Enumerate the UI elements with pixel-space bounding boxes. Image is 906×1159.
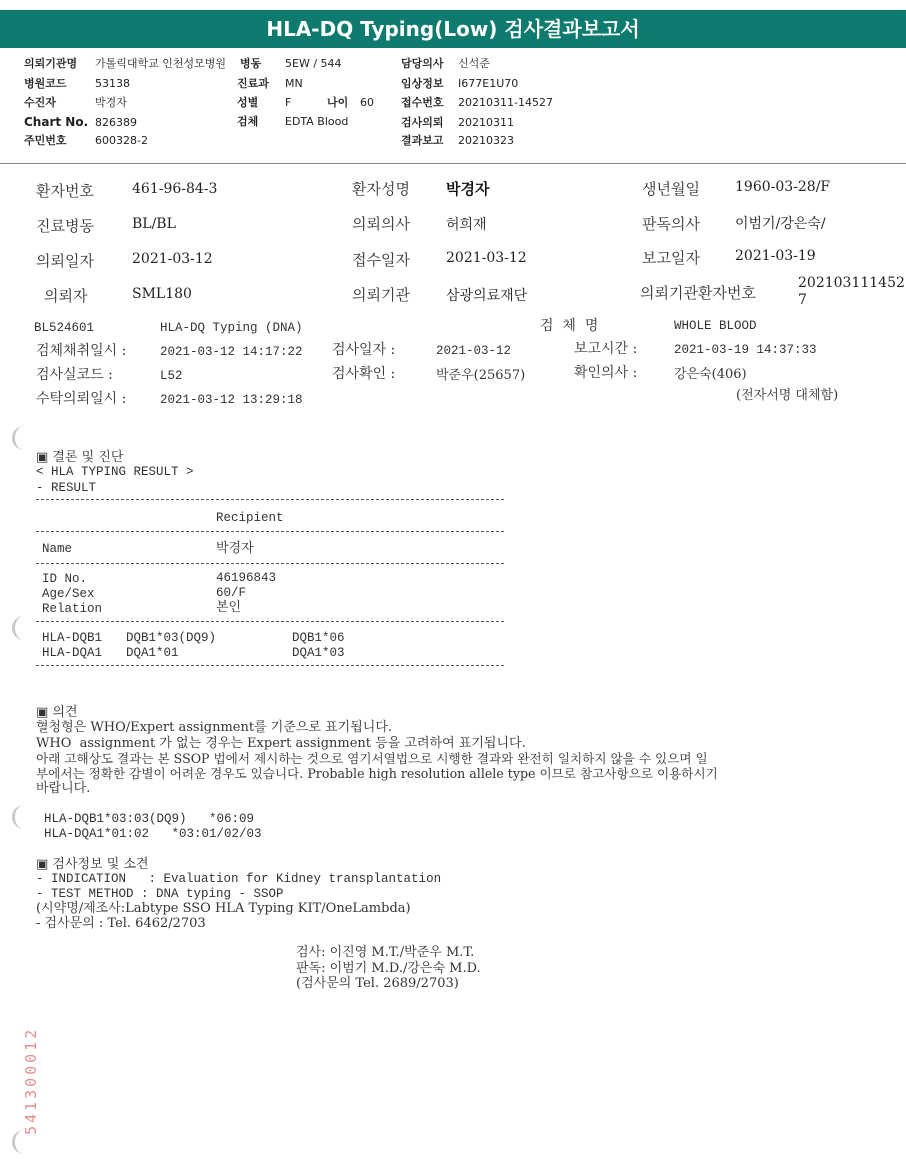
- dept-value: MN: [285, 77, 303, 90]
- collect-value: 2021-03-12 14:17:22: [160, 345, 303, 359]
- name-label: Name: [42, 542, 73, 556]
- verify-label: 확인의사 :: [574, 365, 638, 381]
- dob-label: 생년월일: [642, 180, 700, 198]
- info-heading: ▣ 검사정보 및 소견: [36, 857, 149, 872]
- reqorg-label: 의뢰기관: [352, 286, 410, 304]
- binder-ring-3: [12, 805, 31, 829]
- report-title: HLA-DQ Typing(Low) 검사결과보고서: [0, 10, 906, 48]
- divider-line: [36, 563, 504, 564]
- orgpid-value-1: 202103111452: [798, 275, 905, 291]
- patient-name-value: 박경자: [446, 180, 490, 198]
- reqdoc-label: 의뢰의사: [352, 215, 410, 233]
- vertical-barcode-number: 541300012: [22, 1026, 40, 1135]
- id-value: 46196843: [216, 571, 277, 585]
- verify-value: 강은숙(406): [674, 367, 747, 382]
- signature-line-2: 판독: 이범기 M.D./강은숙 M.D.: [296, 961, 481, 976]
- readdoc-label: 판독의사: [642, 215, 700, 233]
- consign-label: 수탁의뢰일시 :: [36, 391, 127, 407]
- dqb1-allele-1: DQB1*03(DQ9): [126, 631, 217, 645]
- agesex-value: 60/F: [216, 586, 247, 600]
- info-reagent: (시약명/제조사:Labtype SSO HLA Typing KIT/OneLambda): [36, 901, 411, 916]
- age-label: 나이: [327, 96, 349, 109]
- id-label: ID No.: [42, 572, 88, 586]
- examinee-label: 수진자: [24, 96, 56, 109]
- collect-label: 검체채취일시 :: [36, 343, 127, 359]
- recdate-value: 2021-03-12: [446, 250, 527, 266]
- binder-ring-1: [12, 426, 31, 450]
- readdoc-value: 이범기/강은숙/: [735, 216, 826, 232]
- opinion-heading: ▣ 의견: [36, 705, 78, 720]
- dqa1-label: HLA-DQA1: [42, 646, 103, 660]
- requester-value: SML180: [132, 286, 192, 302]
- opinion-line-3: 아래 고해상도 결과는 본 SSOP 법에서 제시하는 것으로 염기서열법으로 시행한 결과와 완전히 일치하지 않을 수 있으며 일: [36, 751, 708, 766]
- examinee-value: 박경자: [95, 96, 127, 109]
- ward-label: 병동: [240, 57, 262, 70]
- resid-value: 600328-2: [95, 134, 148, 147]
- repdate-label: 보고일자: [642, 249, 700, 267]
- divider-line: [36, 499, 504, 500]
- typing-heading: < HLA TYPING RESULT >: [36, 465, 194, 479]
- requester-label: 의뢰자: [44, 287, 88, 305]
- divider-line: [36, 665, 504, 666]
- resid-label: 주민번호: [24, 134, 67, 147]
- result-value: 20210323: [458, 134, 514, 147]
- ward-value: 5EW / 544: [285, 57, 342, 70]
- patient-name-label: 환자성명: [352, 180, 410, 198]
- dqa1-allele-1: DQA1*01: [126, 646, 179, 660]
- relation-label: Relation: [42, 602, 103, 616]
- dqb1-allele-2: DQB1*06: [292, 631, 345, 645]
- divider-line: [36, 531, 504, 532]
- opinion-line-5: 바랍니다.: [36, 781, 91, 796]
- receipt-value: 20210311-14527: [458, 96, 553, 109]
- chart-label: Chart No.: [24, 115, 89, 129]
- reporttime-label: 보고시간 :: [574, 341, 638, 357]
- info-method: - TEST METHOD : DNA typing - SSOP: [36, 887, 284, 901]
- test-specimen-value: WHOLE BLOOD: [674, 319, 757, 333]
- info-inquiry: - 검사문의 : Tel. 6462/2703: [36, 916, 206, 931]
- test-code: BL524601: [34, 321, 95, 335]
- clinical-label: 임상정보: [401, 77, 444, 90]
- sex-value: F: [285, 96, 292, 109]
- labcode-value: L52: [160, 369, 183, 383]
- reqorg-value: 삼광의료재단: [446, 288, 528, 304]
- age-value: 60: [360, 96, 374, 109]
- hospital-label: 의뢰기관명: [24, 57, 78, 70]
- hires-dqa1: HLA-DQA1*01:02 *03:01/02/03: [44, 827, 262, 841]
- orgpid-value-2: 7: [798, 292, 807, 308]
- code-value: 53138: [95, 77, 130, 90]
- result-label: 결과보고: [401, 134, 444, 147]
- esign-note: (전자서명 대체함): [736, 388, 839, 403]
- dqa1-allele-2: DQA1*03: [292, 646, 345, 660]
- hospital-value: 가톨릭대학교 인천성모병원: [95, 57, 227, 70]
- binder-ring-2: [12, 616, 31, 640]
- ward2-value: BL/BL: [132, 216, 176, 232]
- signature-line-3: (검사문의 Tel. 2689/2703): [296, 976, 459, 991]
- testdate-label: 검사일자 :: [332, 342, 396, 358]
- orgpid-label: 의뢰기관환자번호: [640, 284, 756, 302]
- testdate-value: 2021-03-12: [436, 344, 512, 358]
- code-label: 병원코드: [24, 77, 67, 90]
- divider-line: [36, 621, 504, 622]
- confirm-label: 검사확인 :: [332, 366, 396, 382]
- test-name: HLA-DQ Typing (DNA): [160, 321, 303, 335]
- chart-value: 826389: [95, 116, 137, 129]
- signature-line-1: 검사: 이진영 M.T./박준우 M.T.: [296, 945, 475, 960]
- reqdate-label: 의뢰일자: [36, 252, 94, 270]
- test-specimen-label: 검 체 명: [540, 318, 599, 334]
- testreq-label: 검사의뢰: [401, 116, 444, 129]
- opinion-line-4: 부에서는 정확한 감별이 어려운 경우도 있습니다. Probable high resolution allele type 이므로 참고사항으로 이용하시기: [36, 766, 718, 781]
- relation-value: 본인: [216, 600, 242, 615]
- receipt-label: 접수번호: [401, 96, 444, 109]
- attending-label: 담당의사: [401, 57, 444, 70]
- dqb1-label: HLA-DQB1: [42, 631, 103, 645]
- attending-value: 신석준: [458, 57, 490, 70]
- agesex-label: Age/Sex: [42, 587, 95, 601]
- recipient-header: Recipient: [216, 511, 284, 525]
- opinion-line-2: WHO assignment 가 없는 경우는 Expert assignment 등을 고려하여 표기됩니다.: [36, 736, 526, 751]
- clinical-value: I677E1U70: [458, 77, 519, 90]
- consign-value: 2021-03-12 13:29:18: [160, 393, 303, 407]
- specimen-value: EDTA Blood: [285, 115, 349, 128]
- hires-dqb1: HLA-DQB1*03:03(DQ9) *06:09: [44, 812, 255, 826]
- ward2-label: 진료병동: [36, 217, 94, 235]
- specimen-label: 검체: [237, 115, 259, 128]
- reqdate-value: 2021-03-12: [132, 251, 213, 267]
- info-indication: - INDICATION : Evaluation for Kidney transplantation: [36, 872, 442, 886]
- reqdoc-value: 허희재: [446, 217, 487, 233]
- confirm-value: 박준우(25657): [436, 368, 526, 383]
- header-divider: [0, 163, 906, 164]
- pid-label: 환자번호: [36, 182, 94, 200]
- dob-value: 1960-03-28/F: [735, 179, 831, 195]
- pid-value: 461-96-84-3: [132, 181, 218, 197]
- name-value: 박경자: [216, 541, 254, 556]
- labcode-label: 검사실코드 :: [36, 367, 113, 383]
- reporttime-value: 2021-03-19 14:37:33: [674, 343, 817, 357]
- opinion-line-1: 혈청형은 WHO/Expert assignment를 기준으로 표기됩니다.: [36, 720, 393, 735]
- repdate-value: 2021-03-19: [735, 248, 816, 264]
- recdate-label: 접수일자: [352, 251, 410, 269]
- testreq-value: 20210311: [458, 116, 514, 129]
- sex-label: 성별: [237, 96, 259, 109]
- result-heading: ▣ 결론 및 진단: [36, 450, 124, 465]
- dept-label: 진료과: [237, 77, 269, 90]
- result-sublabel: - RESULT: [36, 481, 97, 495]
